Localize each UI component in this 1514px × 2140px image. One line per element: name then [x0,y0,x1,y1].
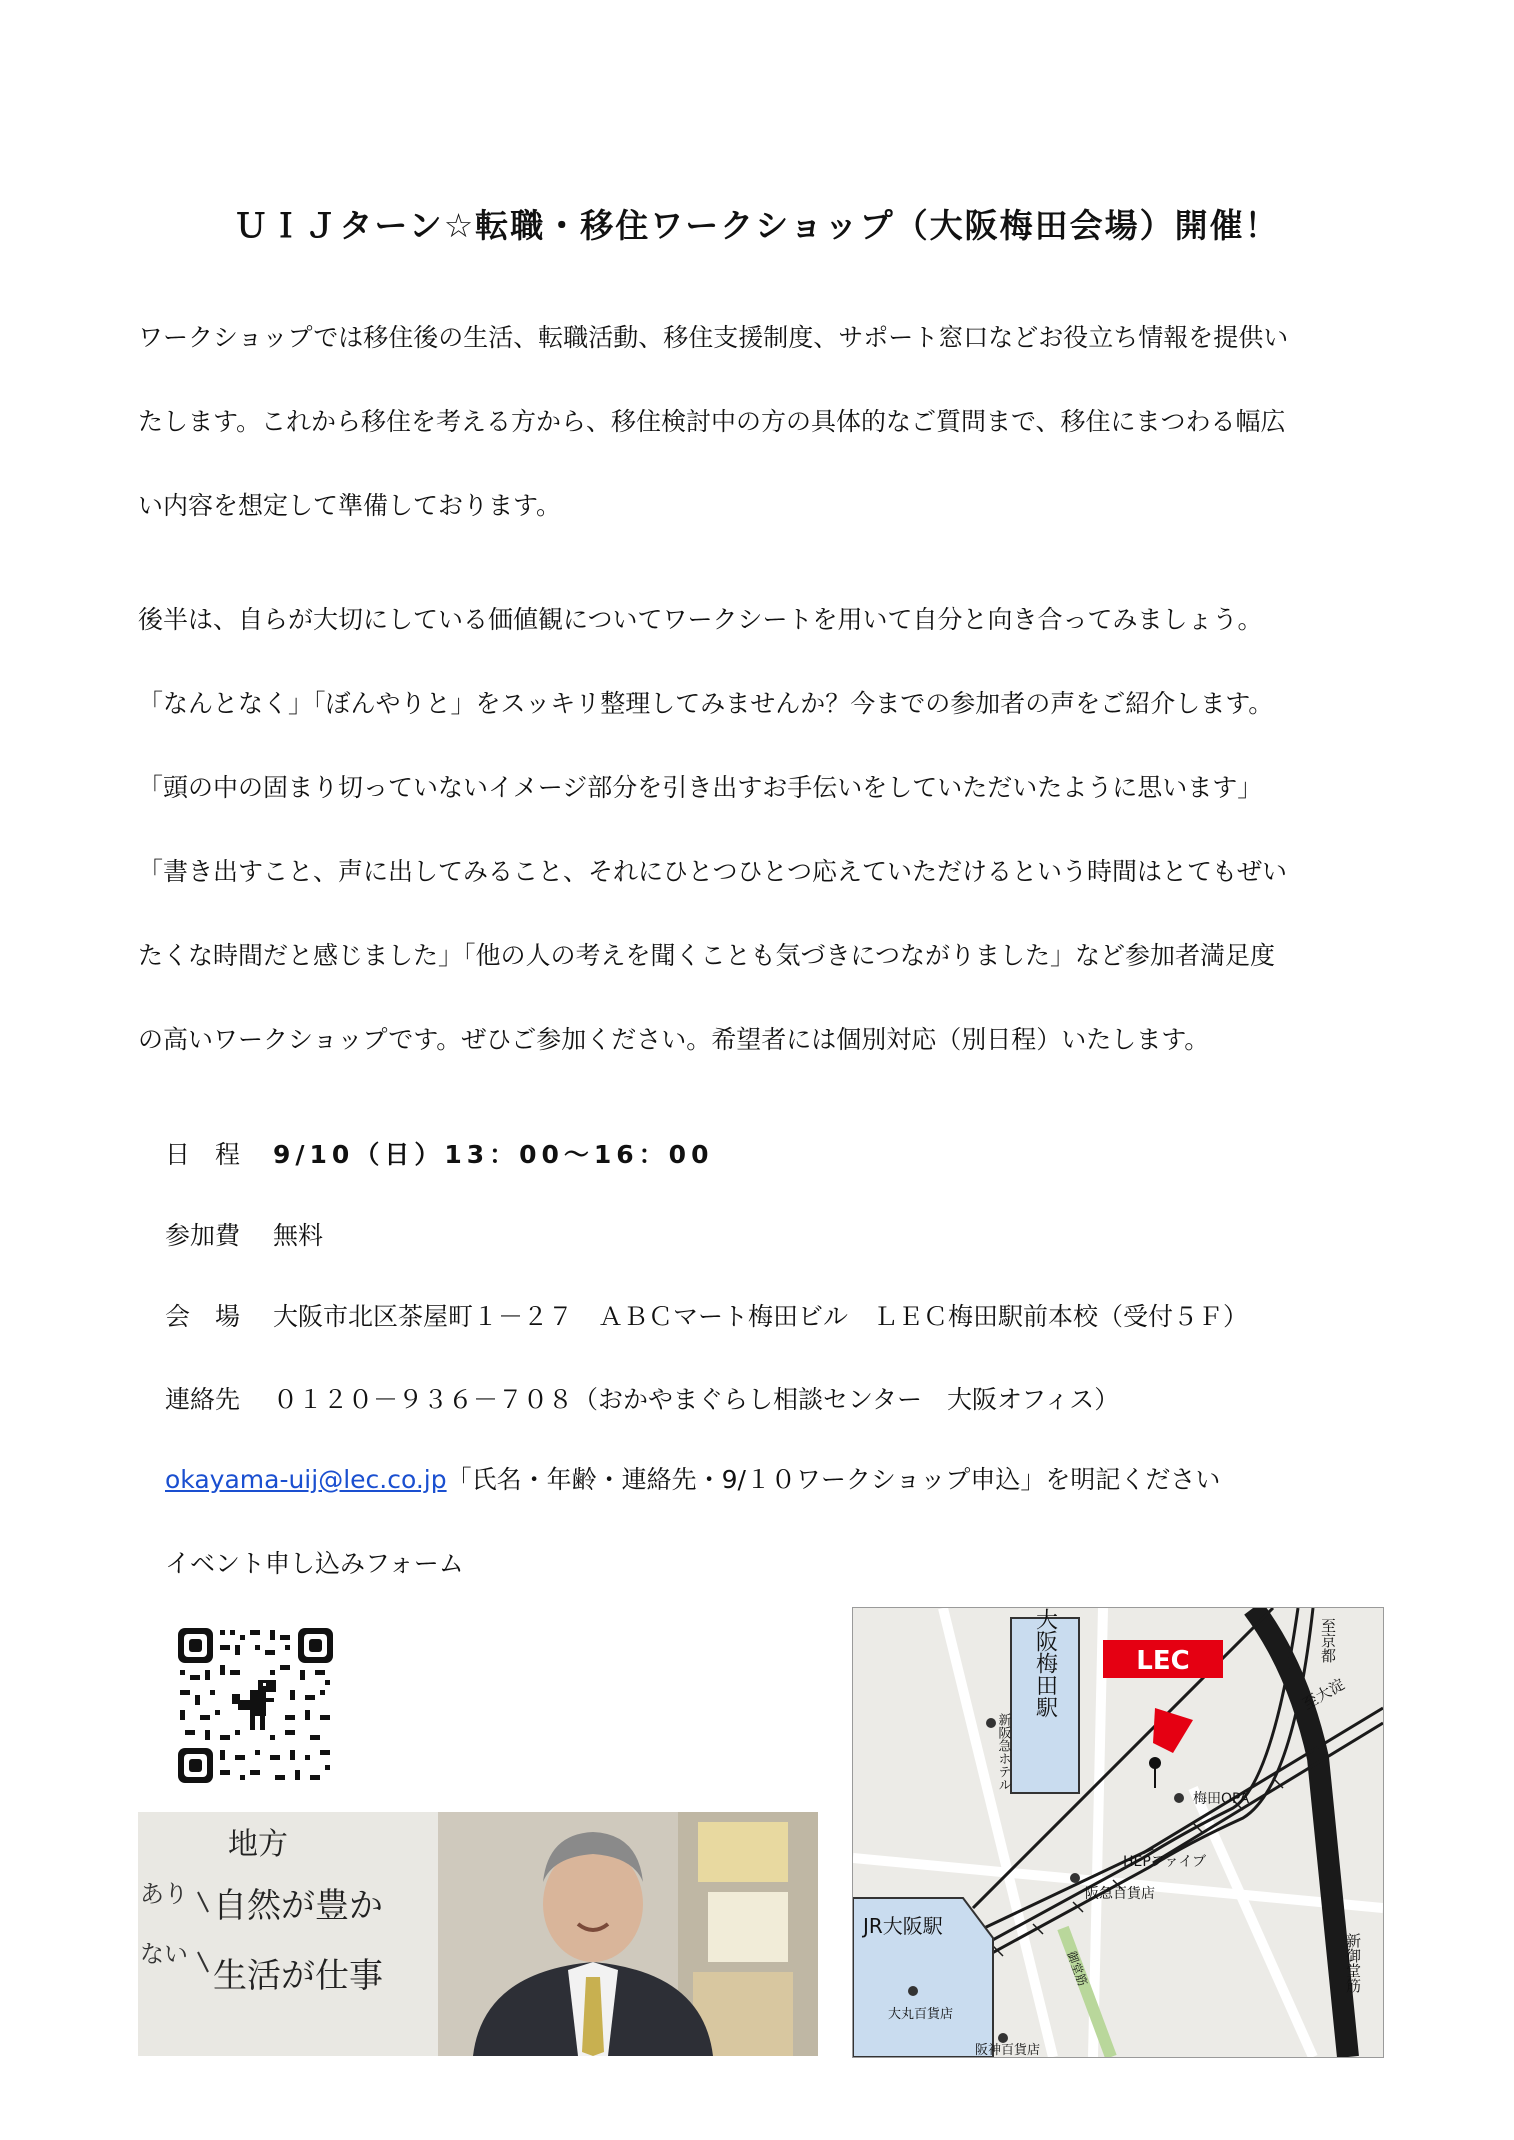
body-line: たくな時間だと感じました」「他の人の考えを聞くことも気づきにつながりました」など参加者満足度 [138,941,1276,970]
fee-value: 無料 [273,1221,324,1250]
map-lec-logo: LEC [1136,1646,1190,1676]
intro-paragraph [138,318,1378,538]
access-map [852,1607,1384,2058]
map-jr-osaka: JR大阪駅 [863,1914,943,1938]
board-text: 地方 [228,1827,288,1862]
form-label: イベント申し込みフォーム [165,1549,464,1578]
email-row [165,1460,1220,1496]
board-text: あり [140,1880,188,1908]
board-text: 生活が仕事 [213,1956,383,1996]
date-value: 9/10（日）13：00～16：00 [273,1140,714,1169]
board-text: 自然が豊か [213,1886,383,1926]
intro-line: ワークショップでは移住後の生活、転職活動、移住支援制度、サポート窓口などお役立ち情報を提供い [138,323,1289,352]
venue-row [165,1297,1248,1333]
map-shin-hankyu: 新阪急ホテル [995,1713,1011,1791]
date-row [165,1135,713,1171]
contact-row [165,1380,1119,1416]
email-note: 「氏名・年齢・連絡先・9/１０ワークショップ申込」を明記ください [446,1465,1221,1494]
form-row [165,1544,464,1580]
map-umeda-station: 大阪梅田駅 [1032,1608,1058,1718]
date-label: 日 程 [165,1140,241,1169]
map-hankyu-dept: 阪急百貨店 [1085,1886,1155,1902]
map-hanshin: 阪神百貨店 [975,2043,1041,2057]
body-paragraph [138,600,1378,1060]
body-line: 「頭の中の固まり切っていないイメージ部分を引き出すお手伝いをしていただいたように思います」 [138,773,1263,802]
body-line: 「なんとなく」「ぼんやりと」をスッキリ整理してみませんか？今までの参加者の声をご紹介します。 [138,689,1274,718]
fee-row [165,1216,323,1252]
venue-value: 大阪市北区茶屋町１－２７ ＡＢＣマート梅田ビル ＬＥＣ梅田駅前本校（受付５Ｆ） [273,1302,1249,1331]
contact-value: ０１２０－９３６－７０８（おかやまぐらし相談センター 大阪オフィス） [273,1385,1120,1414]
map-hep-five: HEPファイブ [1123,1854,1207,1870]
map-shin-midosuji: 新御堂筋 [1344,1933,1362,1993]
map-yodo-direction: 至大淀 [1299,1675,1348,1714]
map-kyoto-direction: 至京都 [1319,1618,1337,1663]
body-line: 「書き出すこと、声に出してみること、それにひとつひとつ応えていただけるという時間はとてもぜい [138,857,1288,886]
contact-label: 連絡先 [165,1385,241,1414]
body-line: 後半は、自らが大切にしている価値観についてワークシートを用いて自分と向き合ってみましょう。 [138,605,1263,634]
page-title: ＵＩＪターン☆転職・移住ワークショップ（大阪梅田会場）開催！ [234,206,1280,245]
body-line: の高いワークショップです。ぜひご参加ください。希望者には個別対応（別日程）いたします。 [138,1025,1210,1054]
map-daimaru: 大丸百貨店 [888,2007,954,2022]
intro-line: たします。これから移住を考える方から、移住検討中の方の具体的なご質問まで、移住にまつわる幅広 [138,407,1286,436]
venue-label: 会 場 [165,1302,241,1331]
intro-line: い内容を想定して準備しております。 [138,491,562,520]
email-link[interactable]: okayama-uij@lec.co.jp [165,1465,447,1494]
map-midosuji: 御堂筋 [1064,1949,1090,1988]
workshop-photo [138,1812,818,2056]
map-umeda-opa: 梅田OPA [1193,1791,1250,1807]
fee-label: 参加費 [165,1221,241,1250]
board-text: ない [140,1940,188,1968]
registration-qr-code[interactable] [178,1628,333,1783]
